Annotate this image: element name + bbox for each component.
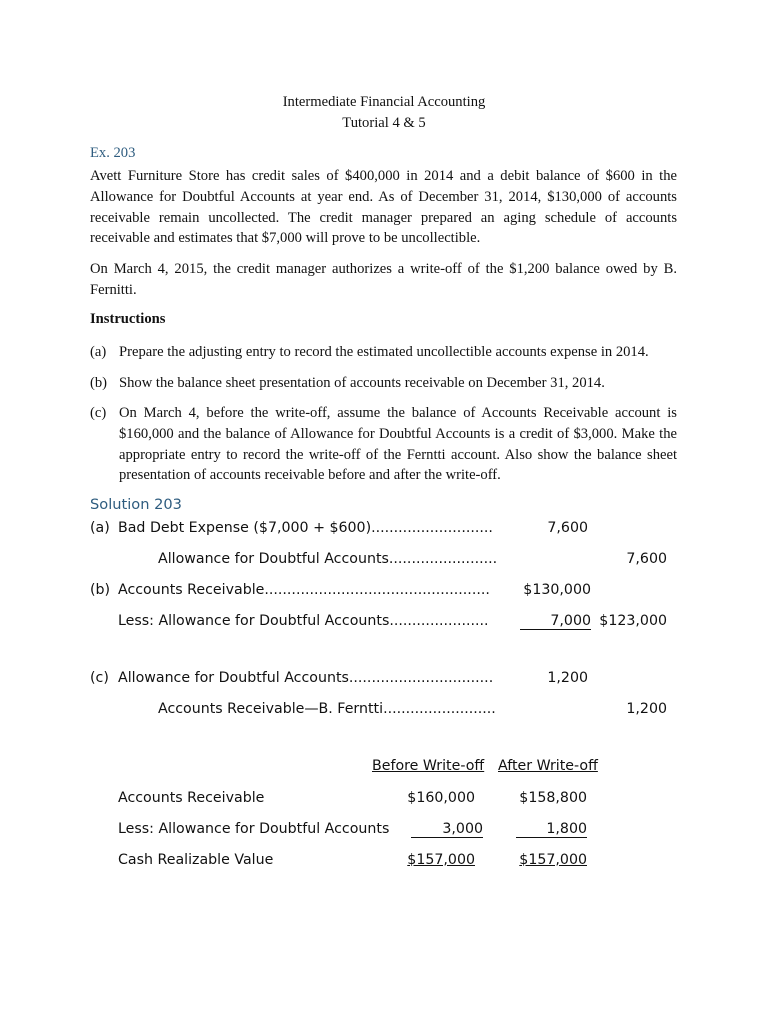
exercise-paragraph-1: Avett Furniture Store has credit sales of $400,000 in 2014 and a debit balance of $600 in the Allowance for Doubtful Accounts at year end. As of December 31, 2014, $130,000 of accounts receivable remain uncollected. The credit manager prepared an aging schedule of accounts receivable and estimates that $7,000 will prove to be uncollectible.: [90, 168, 677, 247]
solution-c-credit-amount: 1,200: [626, 701, 667, 717]
document-subtitle: Tutorial 4 & 5: [342, 115, 426, 131]
table-row-after: $157,000: [519, 852, 587, 868]
solution-b-line1-amount: $130,000: [523, 582, 591, 598]
solution-b-line2-amount: 7,000: [520, 613, 591, 630]
instruction-item-c: [90, 403, 677, 486]
table-row-after: $158,800: [519, 790, 587, 806]
instruction-label: (c): [90, 405, 107, 421]
instruction-label: (a): [90, 344, 107, 360]
instruction-item-a: [90, 342, 677, 363]
document-title: Intermediate Financial Accounting: [282, 94, 486, 110]
solution-c-label: (c): [90, 670, 109, 686]
column-header-after: After Write-off: [498, 758, 598, 774]
instructions-heading: Instructions: [90, 311, 166, 327]
solution-c-debit-account: Allowance for Doubtful Accounts................................: [118, 670, 494, 686]
solution-b-line1-account: Accounts Receivable..................................................: [118, 582, 490, 598]
table-row-after: 1,800: [516, 821, 587, 838]
solution-c-credit-account: Accounts Receivable—B. Ferntti.........................: [158, 701, 496, 717]
solution-b-net-amount: $123,000: [599, 613, 667, 629]
exercise-heading: Ex. 203: [90, 145, 136, 161]
solution-a-label: (a): [90, 520, 110, 536]
instruction-item-b: [90, 373, 677, 394]
instruction-text: Prepare the adjusting entry to record the estimated uncollectible accounts expense in 2014.: [119, 344, 649, 360]
instruction-text: On March 4, before the write-off, assume the balance of Accounts Receivable account is $160,000 and the balance of Allowance for Doubtful Accounts is a credit of $3,000. Make the appropriate entry to record the write-off of the Ferntti account. Also show the balance sheet presentation of accounts receivable before and after the write-off.: [119, 405, 677, 484]
solution-b-line2-account: Less: Allowance for Doubtful Accounts......................: [118, 613, 489, 629]
instruction-label: (b): [90, 375, 108, 391]
solution-a-credit-account: Allowance for Doubtful Accounts........................: [158, 551, 498, 567]
table-row-before: 3,000: [411, 821, 483, 838]
table-row-label: Cash Realizable Value: [118, 852, 274, 868]
table-row-label: Accounts Receivable: [118, 790, 265, 806]
table-row-label: Less: Allowance for Doubtful Accounts: [118, 821, 390, 837]
column-header-before: Before Write-off: [372, 758, 485, 774]
solution-a-debit-account: Bad Debt Expense ($7,000 + $600)...........................: [118, 520, 493, 536]
solution-a-credit-amount: 7,600: [626, 551, 667, 567]
instruction-text: Show the balance sheet presentation of accounts receivable on December 31, 2014.: [119, 375, 605, 391]
solution-heading: Solution 203: [90, 496, 182, 513]
table-row-before: $160,000: [407, 790, 475, 806]
solution-c-debit-amount: 1,200: [547, 670, 588, 686]
solution-a-debit-amount: 7,600: [547, 520, 588, 536]
table-row-before: $157,000: [407, 852, 475, 868]
solution-b-label: (b): [90, 582, 111, 598]
exercise-paragraph-2: On March 4, 2015, the credit manager authorizes a write-off of the $1,200 balance owed by B. Fernitti.: [90, 261, 677, 298]
